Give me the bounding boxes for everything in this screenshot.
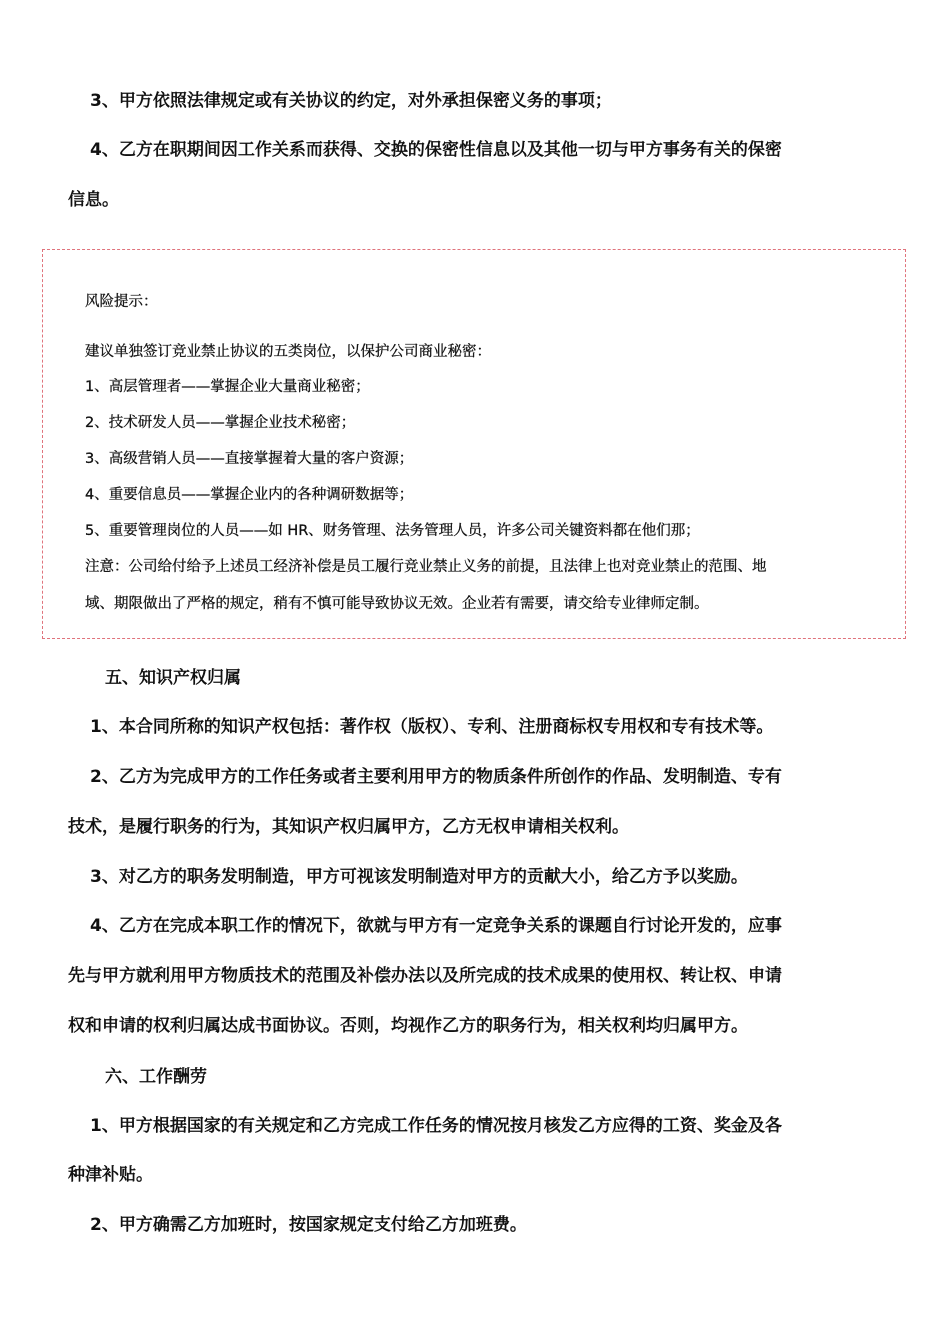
confidential-item-4-line-2: 信息。	[68, 190, 119, 210]
section-5-item-2-line-1: 2、乙方为完成甲方的工作任务或者主要利用甲方的物质条件所创作的作品、发明制造、专有	[90, 767, 782, 787]
section-6-item-1-line-2: 种津补贴。	[68, 1165, 153, 1185]
risk-notice-title: 风险提示：	[85, 294, 158, 310]
section-5-heading: 五、知识产权归属	[105, 668, 241, 688]
section-6-item-1-line-1: 1、甲方根据国家的有关规定和乙方完成工作任务的情况按月核发乙方应得的工资、奖金及各	[90, 1116, 782, 1136]
section-5-item-2-line-2: 技术，是履行职务的行为，其知识产权归属甲方，乙方无权申请相关权利。	[68, 817, 629, 837]
risk-notice-intro: 建议单独签订竞业禁止协议的五类岗位，以保护公司商业秘密：	[85, 344, 491, 360]
section-5-item-4-line-3: 权和申请的权利归属达成书面协议。否则，均视作乙方的职务行为，相关权利均归属甲方。	[68, 1016, 748, 1036]
risk-item-4: 4、重要信息员——掌握企业内的各种调研数据等；	[85, 487, 414, 503]
risk-item-1: 1、高层管理者——掌握企业大量商业秘密；	[85, 379, 370, 395]
risk-notice-box	[42, 249, 906, 639]
section-5-item-4-line-1: 4、乙方在完成本职工作的情况下，欲就与甲方有一定竞争关系的课题自行讨论开发的，应事	[90, 916, 782, 936]
confidential-item-4-line-1: 4、乙方在职期间因工作关系而获得、交换的保密性信息以及其他一切与甲方事务有关的保密	[90, 140, 782, 160]
risk-item-5: 5、重要管理岗位的人员——如 HR、财务管理、法务管理人员，许多公司关键资料都在他们那；	[85, 523, 700, 539]
section-6-item-2: 2、甲方确需乙方加班时，按国家规定支付给乙方加班费。	[90, 1215, 527, 1235]
section-5-item-1: 1、本合同所称的知识产权包括：著作权（版权）、专利、注册商标权专用权和专有技术等。	[90, 717, 774, 737]
risk-note-line-1: 注意：公司给付给予上述员工经济补偿是员工履行竞业禁止义务的前提，且法律上也对竞业禁止的范围、地	[85, 559, 767, 575]
section-6-heading: 六、工作酬劳	[105, 1067, 207, 1087]
risk-note-line-2: 域、期限做出了严格的规定，稍有不慎可能导致协议无效。企业若有需要，请交给专业律师定制。	[85, 596, 709, 612]
confidential-item-3: 3、甲方依照法律规定或有关协议的约定，对外承担保密义务的事项；	[90, 91, 612, 111]
risk-item-3: 3、高级营销人员——直接掌握着大量的客户资源；	[85, 451, 414, 467]
risk-item-2: 2、技术研发人员——掌握企业技术秘密；	[85, 415, 356, 431]
section-5-item-3: 3、对乙方的职务发明制造，甲方可视该发明制造对甲方的贡献大小，给乙方予以奖励。	[90, 867, 748, 887]
section-5-item-4-line-2: 先与甲方就利用甲方物质技术的范围及补偿办法以及所完成的技术成果的使用权、转让权、申请	[68, 966, 782, 986]
